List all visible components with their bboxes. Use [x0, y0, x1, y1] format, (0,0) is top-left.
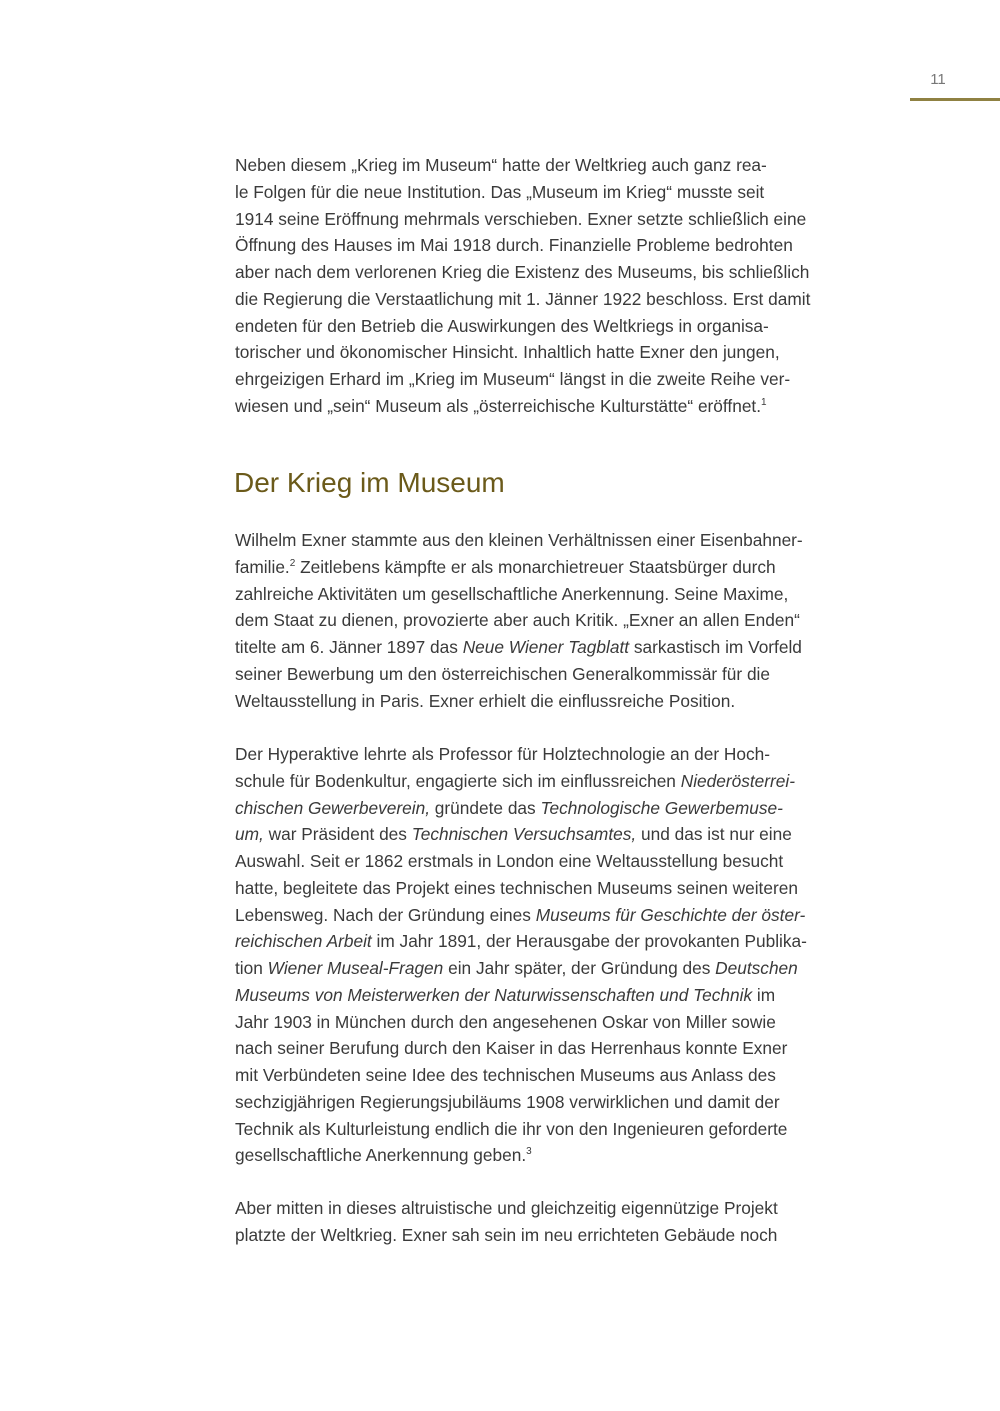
text-line [235, 393, 915, 420]
text-line [235, 232, 915, 259]
footnote-ref: 2 [289, 557, 296, 569]
text-line [235, 688, 915, 715]
body-paragraph [235, 152, 915, 420]
text-segment: sarkastisch im Vorfeld [629, 637, 802, 657]
text-segment: le Folgen für die neue Institution. Das „Museum im Krieg“ musste seit [235, 181, 765, 202]
text-segment: tion [235, 958, 268, 978]
text-segment: Der Hyperaktive lehrte als Professor für Holztechnologie an der Hoch- [235, 744, 771, 764]
italic-title: Deutschen [715, 958, 798, 978]
footnote-ref: 1 [761, 396, 767, 408]
body-paragraph [235, 741, 915, 1169]
header-rule [910, 98, 1000, 101]
text-segment: Weltausstellung in Paris. Exner erhielt die einflussreiche Position. [235, 690, 736, 711]
text-segment: nach seiner Berufung durch den Kaiser in das Herrenhaus konnte Exner [235, 1038, 788, 1059]
text-segment: 1914 seine Eröffnung mehrmals verschieben. Exner setzte schließlich eine [235, 208, 807, 229]
text-segment: sechzigjährigen Regierungsjubiläums 1908 verwirklichen und damit der [235, 1091, 780, 1112]
text-line [235, 581, 915, 608]
italic-title: Museums von Meisterwerken der Naturwissenschaften und Technik [235, 984, 753, 1005]
text-segment: die Regierung die Verstaatlichung mit 1. Jänner 1922 beschloss. Erst damit [235, 288, 811, 309]
text-line [235, 554, 915, 581]
text-segment: platzte der Weltkrieg. Exner sah sein im neu errichteten Gebäude noch [235, 1224, 778, 1245]
text-line [235, 259, 915, 286]
text-line [235, 1195, 915, 1222]
text-line [235, 1089, 915, 1116]
text-segment: wiesen und „sein“ Museum als „österreichische Kulturstätte“ eröffnet. [235, 395, 762, 416]
italic-title: Niederösterrei- [680, 770, 796, 791]
text-segment: ein Jahr später, der Gründung des [443, 958, 716, 978]
text-line [235, 634, 915, 661]
text-segment: zahlreiche Aktivitäten um gesellschaftliche Anerkennung. Seine Maxime, [235, 583, 789, 604]
text-segment: und das ist nur eine [636, 824, 792, 845]
text-line [235, 848, 915, 875]
text-line [235, 768, 915, 795]
text-line [235, 875, 915, 902]
text-segment: Auswahl. Seit er 1862 erstmals in London eine Weltausstellung besucht [235, 851, 784, 871]
text-segment: familie. [235, 556, 290, 577]
text-segment: aber nach dem verlorenen Krieg die Existenz des Museums, bis schließlich [235, 262, 810, 282]
body-paragraph [235, 1195, 915, 1249]
text-line [235, 1116, 915, 1143]
text-segment: mit Verbündeten seine Idee des technischen Museums aus Anlass des [235, 1065, 776, 1085]
italic-title: chischen Gewerbeverein, [235, 797, 430, 818]
text-segment: hatte, begleitete das Projekt eines technischen Museums seinen weiteren [235, 877, 798, 898]
text-line [235, 607, 915, 634]
page-number: 11 [930, 71, 946, 88]
text-segment: titelte am 6. Jänner 1897 das [235, 637, 463, 657]
text-line [235, 821, 915, 848]
text-segment: gründete das [430, 797, 541, 818]
text-line [235, 1222, 915, 1249]
italic-title: reichischen Arbeit [235, 931, 372, 952]
text-line [235, 366, 915, 393]
text-segment: Öffnung des Hauses im Mai 1918 durch. Finanzielle Probleme bedrohten [235, 235, 793, 256]
text-segment: torischer und ökonomischer Hinsicht. Inhaltlich hatte Exner den jungen, [235, 342, 780, 363]
text-segment: ehrgeizigen Erhard im „Krieg im Museum“ längst in die zweite Reihe ver- [235, 369, 791, 389]
italic-title: um, [235, 824, 264, 845]
text-segment: war Präsident des [263, 824, 412, 845]
text-segment: Neben diesem „Krieg im Museum“ hatte der Weltkrieg auch ganz rea- [235, 155, 767, 175]
text-line [235, 1142, 915, 1169]
text-segment: Aber mitten in dieses altruistische und gleichzeitig eigennützige Projekt [235, 1198, 778, 1218]
footnote-ref: 3 [526, 1146, 532, 1158]
text-line [235, 661, 915, 688]
text-line [235, 206, 915, 233]
text-line [235, 955, 915, 982]
section-heading: Der Krieg im Museum [234, 467, 505, 498]
text-line [235, 313, 915, 340]
text-line [235, 1009, 915, 1036]
text-segment: im Jahr 1891, der Herausgabe der provokanten Publika- [371, 931, 807, 952]
text-line [235, 795, 915, 822]
text-segment: Zeitlebens kämpfte er als monarchietreuer Staatsbürger durch [295, 556, 776, 577]
text-segment: Wilhelm Exner stammte aus den kleinen Verhältnissen einer Eisenbahner- [235, 530, 803, 550]
text-segment: dem Staat zu dienen, provozierte aber auch Kritik. „Exner an allen Enden“ [235, 610, 800, 631]
italic-title: Museums für Geschichte der öster- [535, 904, 806, 925]
text-segment: im [752, 984, 776, 1005]
italic-title: Neue Wiener Tagblatt [462, 637, 630, 657]
text-line [235, 286, 915, 313]
text-line [235, 1035, 915, 1062]
text-line [235, 741, 915, 768]
text-segment: gesellschaftliche Anerkennung geben. [235, 1145, 527, 1166]
italic-title: Wiener Museal-Fragen [267, 958, 444, 978]
text-segment: Lebensweg. Nach der Gründung eines [235, 904, 536, 925]
italic-title: Technologische Gewerbemuse- [540, 797, 783, 818]
text-line [235, 152, 915, 179]
text-line [235, 982, 915, 1009]
text-line [235, 1062, 915, 1089]
text-segment: schule für Bodenkultur, engagierte sich im einflussreichen [235, 770, 681, 791]
text-line [235, 179, 915, 206]
body-paragraph [235, 527, 915, 714]
text-segment: Technik als Kulturleistung endlich die ihr von den Ingenieuren geforderte [235, 1118, 788, 1139]
text-line [235, 902, 915, 929]
text-segment: endeten für den Betrieb die Auswirkungen des Weltkriegs in organisa- [235, 315, 769, 336]
text-line [235, 339, 915, 366]
text-line [235, 928, 915, 955]
italic-title: Technischen Versuchsamtes, [411, 824, 637, 845]
text-segment: seiner Bewerbung um den österreichischen Generalkommissär für die [235, 663, 771, 684]
text-line [235, 527, 915, 554]
text-segment: Jahr 1903 in München durch den angesehenen Oskar von Miller sowie [235, 1011, 776, 1032]
